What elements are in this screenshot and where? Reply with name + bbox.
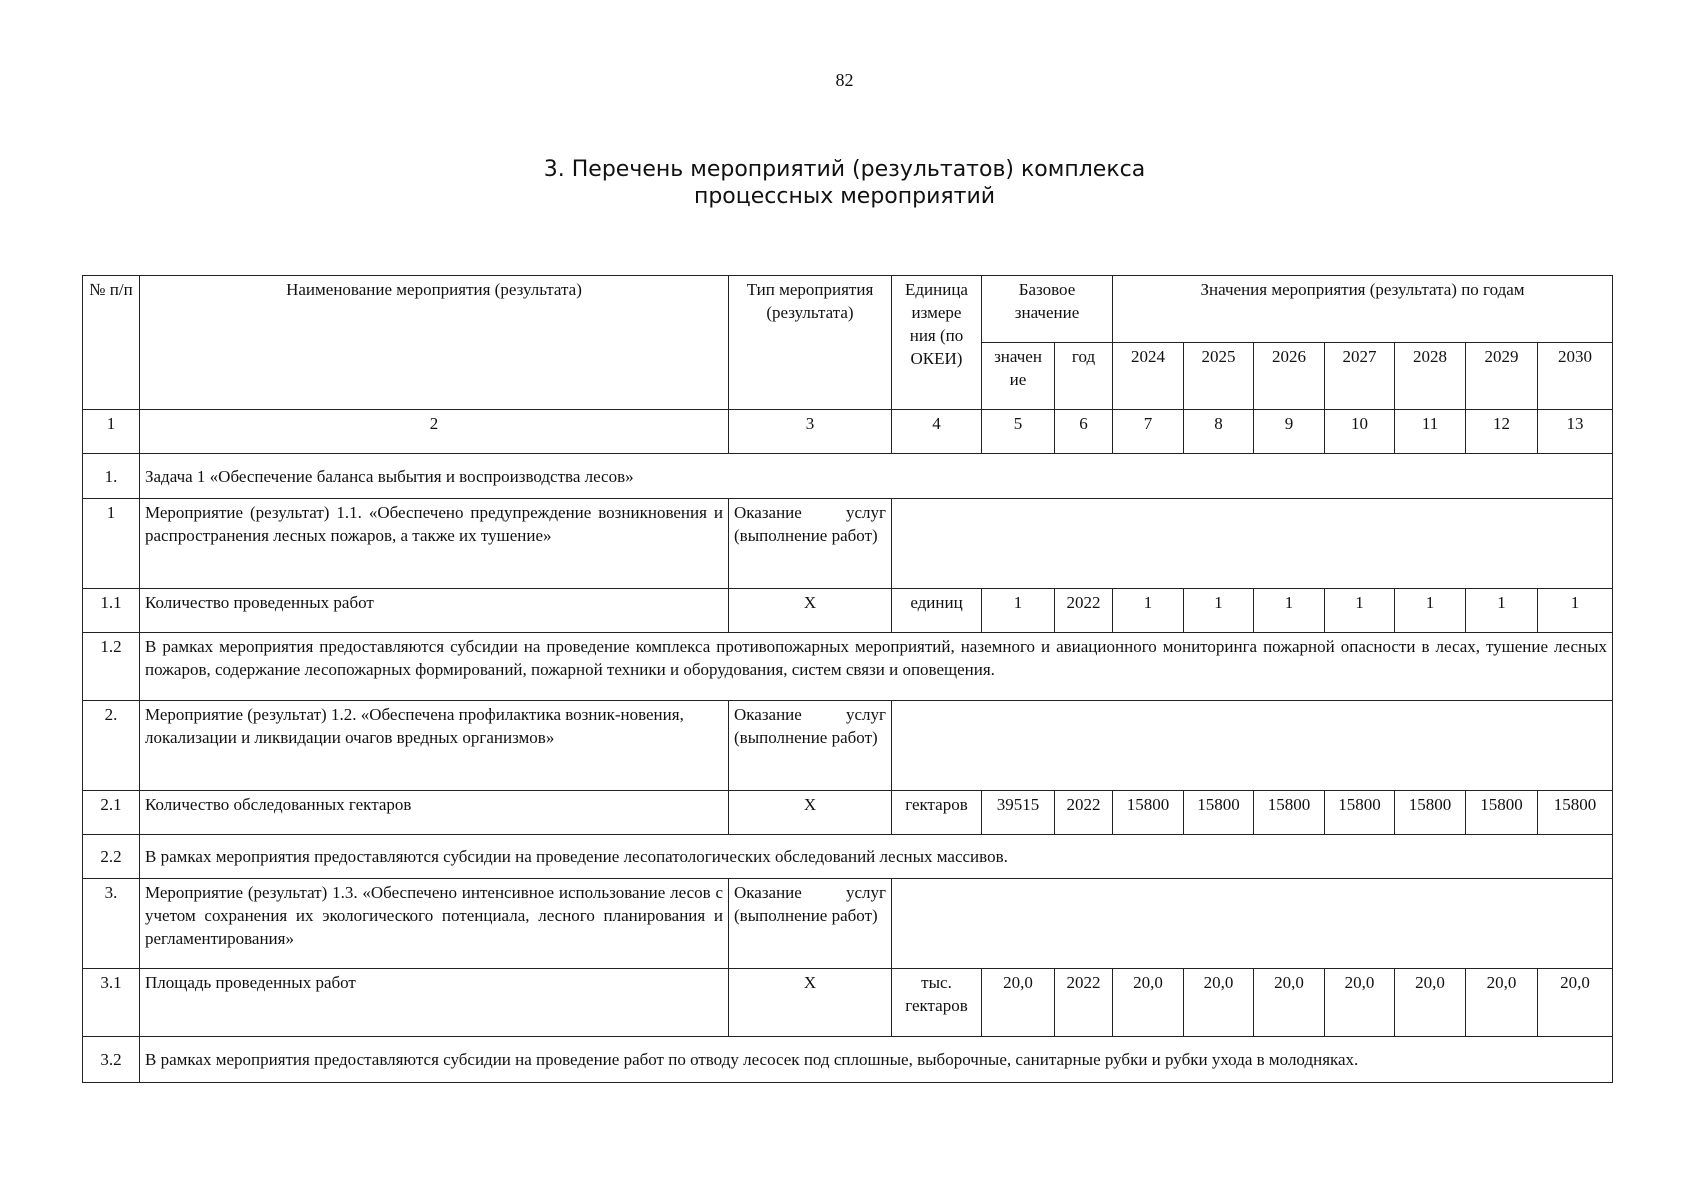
column-number: 1 — [83, 410, 140, 454]
measure-type: Оказание услуг (выполнение работ) — [729, 701, 892, 791]
column-number: 4 — [892, 410, 982, 454]
indicator-value: 15800 — [1325, 791, 1395, 835]
indicator-value: 15800 — [1538, 791, 1613, 835]
task-text: Задача 1 «Обеспечение баланса выбытия и воспроизводства лесов» — [140, 454, 1613, 499]
header-year: 2024 — [1113, 343, 1184, 410]
indicator-type: Х — [729, 969, 892, 1037]
indicator-value: 1 — [1538, 589, 1613, 633]
note-row — [83, 633, 1613, 701]
column-number: 6 — [1055, 410, 1113, 454]
measure-row — [83, 701, 1613, 791]
indicator-type: Х — [729, 791, 892, 835]
column-number: 5 — [982, 410, 1055, 454]
indicator-row — [83, 589, 1613, 633]
indicator-name: Площадь проведенных работ — [140, 969, 729, 1037]
measure-empty-cell — [892, 701, 1613, 791]
measure-row — [83, 879, 1613, 969]
column-number: 3 — [729, 410, 892, 454]
section-title-line-1: 3. Перечень мероприятий (результатов) комплекса — [543, 157, 1146, 182]
header-year: 2025 — [1184, 343, 1254, 410]
header-year: 2028 — [1395, 343, 1466, 410]
indicator-row — [83, 791, 1613, 835]
section-title — [0, 156, 1689, 210]
column-number: 2 — [140, 410, 729, 454]
indicator-value: 20,0 — [1113, 969, 1184, 1037]
indicator-base-year: 2022 — [1055, 791, 1113, 835]
measure-num: 1 — [83, 499, 140, 589]
indicator-name: Количество обследованных гектаров — [140, 791, 729, 835]
indicator-type: Х — [729, 589, 892, 633]
indicator-num: 3.1 — [83, 969, 140, 1037]
indicator-value: 1 — [1395, 589, 1466, 633]
header-type: Тип мероприятия (результата) — [729, 276, 892, 410]
indicator-value: 15800 — [1254, 791, 1325, 835]
measure-type: Оказание услуг (выполнение работ) — [729, 879, 892, 969]
header-unit: Единица измере ния (по ОКЕИ) — [892, 276, 982, 410]
indicator-row — [83, 969, 1613, 1037]
header-year: 2029 — [1466, 343, 1538, 410]
indicator-value: 20,0 — [1395, 969, 1466, 1037]
note-row — [83, 1037, 1613, 1083]
header-base-value: значен ие — [982, 343, 1055, 410]
indicator-base-value: 1 — [982, 589, 1055, 633]
measure-empty-cell — [892, 879, 1613, 969]
indicator-num: 2.1 — [83, 791, 140, 835]
column-number: 8 — [1184, 410, 1254, 454]
indicator-num: 1.1 — [83, 589, 140, 633]
header-name: Наименование мероприятия (результата) — [140, 276, 729, 410]
note-text: В рамках мероприятия предоставляются субсидии на проведение лесопатологических обследований лесных массивов. — [140, 835, 1613, 879]
measure-name: Мероприятие (результат) 1.3. «Обеспечено интенсивное использование лесов с учетом сохранения их экологического потенциала, лесного планирования и регламентирования» — [140, 879, 729, 969]
measure-num: 2. — [83, 701, 140, 791]
header-years-group: Значения мероприятия (результата) по годам — [1113, 276, 1613, 343]
indicator-base-year: 2022 — [1055, 969, 1113, 1037]
column-number: 12 — [1466, 410, 1538, 454]
column-numbers-row — [83, 410, 1613, 454]
note-text: В рамках мероприятия предоставляются субсидии на проведение комплекса противопожарных мероприятий, наземного и авиационного мониторинга пожарной опасности в лесах, тушение лесных пожаров, содержание лесопожарных формирований, пожарной техники и оборудования, систем связи и оповещения. — [140, 633, 1613, 701]
indicator-base-value: 39515 — [982, 791, 1055, 835]
header-year: 2030 — [1538, 343, 1613, 410]
indicator-name: Количество проведенных работ — [140, 589, 729, 633]
section-title-line-2: процессных мероприятий — [693, 184, 996, 209]
measure-empty-cell — [892, 499, 1613, 589]
header-num: № п/п — [83, 276, 140, 410]
indicator-value: 15800 — [1466, 791, 1538, 835]
indicator-value: 1 — [1254, 589, 1325, 633]
measure-row — [83, 499, 1613, 589]
measures-table — [82, 275, 1613, 1083]
indicator-unit: тыс. гектаров — [892, 969, 982, 1037]
note-num: 1.2 — [83, 633, 140, 701]
page-number: 82 — [835, 70, 854, 90]
indicator-value: 15800 — [1395, 791, 1466, 835]
indicator-base-year: 2022 — [1055, 589, 1113, 633]
indicator-value: 20,0 — [1184, 969, 1254, 1037]
measure-type: Оказание услуг (выполнение работ) — [729, 499, 892, 589]
column-number: 10 — [1325, 410, 1395, 454]
indicator-value: 20,0 — [1466, 969, 1538, 1037]
task-row — [83, 454, 1613, 499]
indicator-value: 20,0 — [1254, 969, 1325, 1037]
indicator-value: 1 — [1184, 589, 1254, 633]
note-row — [83, 835, 1613, 879]
column-number: 9 — [1254, 410, 1325, 454]
header-year: 2027 — [1325, 343, 1395, 410]
indicator-value: 20,0 — [1325, 969, 1395, 1037]
indicator-unit: единиц — [892, 589, 982, 633]
indicator-value: 1 — [1325, 589, 1395, 633]
header-base: Базовое значение — [982, 276, 1113, 343]
task-num: 1. — [83, 454, 140, 499]
indicator-value: 20,0 — [1538, 969, 1613, 1037]
note-num: 3.2 — [83, 1037, 140, 1083]
note-num: 2.2 — [83, 835, 140, 879]
indicator-base-value: 20,0 — [982, 969, 1055, 1037]
measure-name: Мероприятие (результат) 1.1. «Обеспечено предупреждение возникновения и распространения лесных пожаров, а также их тушение» — [140, 499, 729, 589]
indicator-unit: гектаров — [892, 791, 982, 835]
measure-name: Мероприятие (результат) 1.2. «Обеспечена профилактика возник-новения, локализации и ликвидации очагов вредных организмов» — [140, 701, 729, 791]
measure-num: 3. — [83, 879, 140, 969]
indicator-value: 15800 — [1113, 791, 1184, 835]
indicator-value: 1 — [1113, 589, 1184, 633]
note-text: В рамках мероприятия предоставляются субсидии на проведение работ по отводу лесосек под сплошные, выборочные, санитарные рубки и рубки ухода в молодняках. — [140, 1037, 1613, 1083]
indicator-value: 15800 — [1184, 791, 1254, 835]
header-base-year: год — [1055, 343, 1113, 410]
header-row-1 — [83, 276, 1613, 343]
indicator-value: 1 — [1466, 589, 1538, 633]
column-number: 13 — [1538, 410, 1613, 454]
column-number: 7 — [1113, 410, 1184, 454]
column-number: 11 — [1395, 410, 1466, 454]
header-year: 2026 — [1254, 343, 1325, 410]
